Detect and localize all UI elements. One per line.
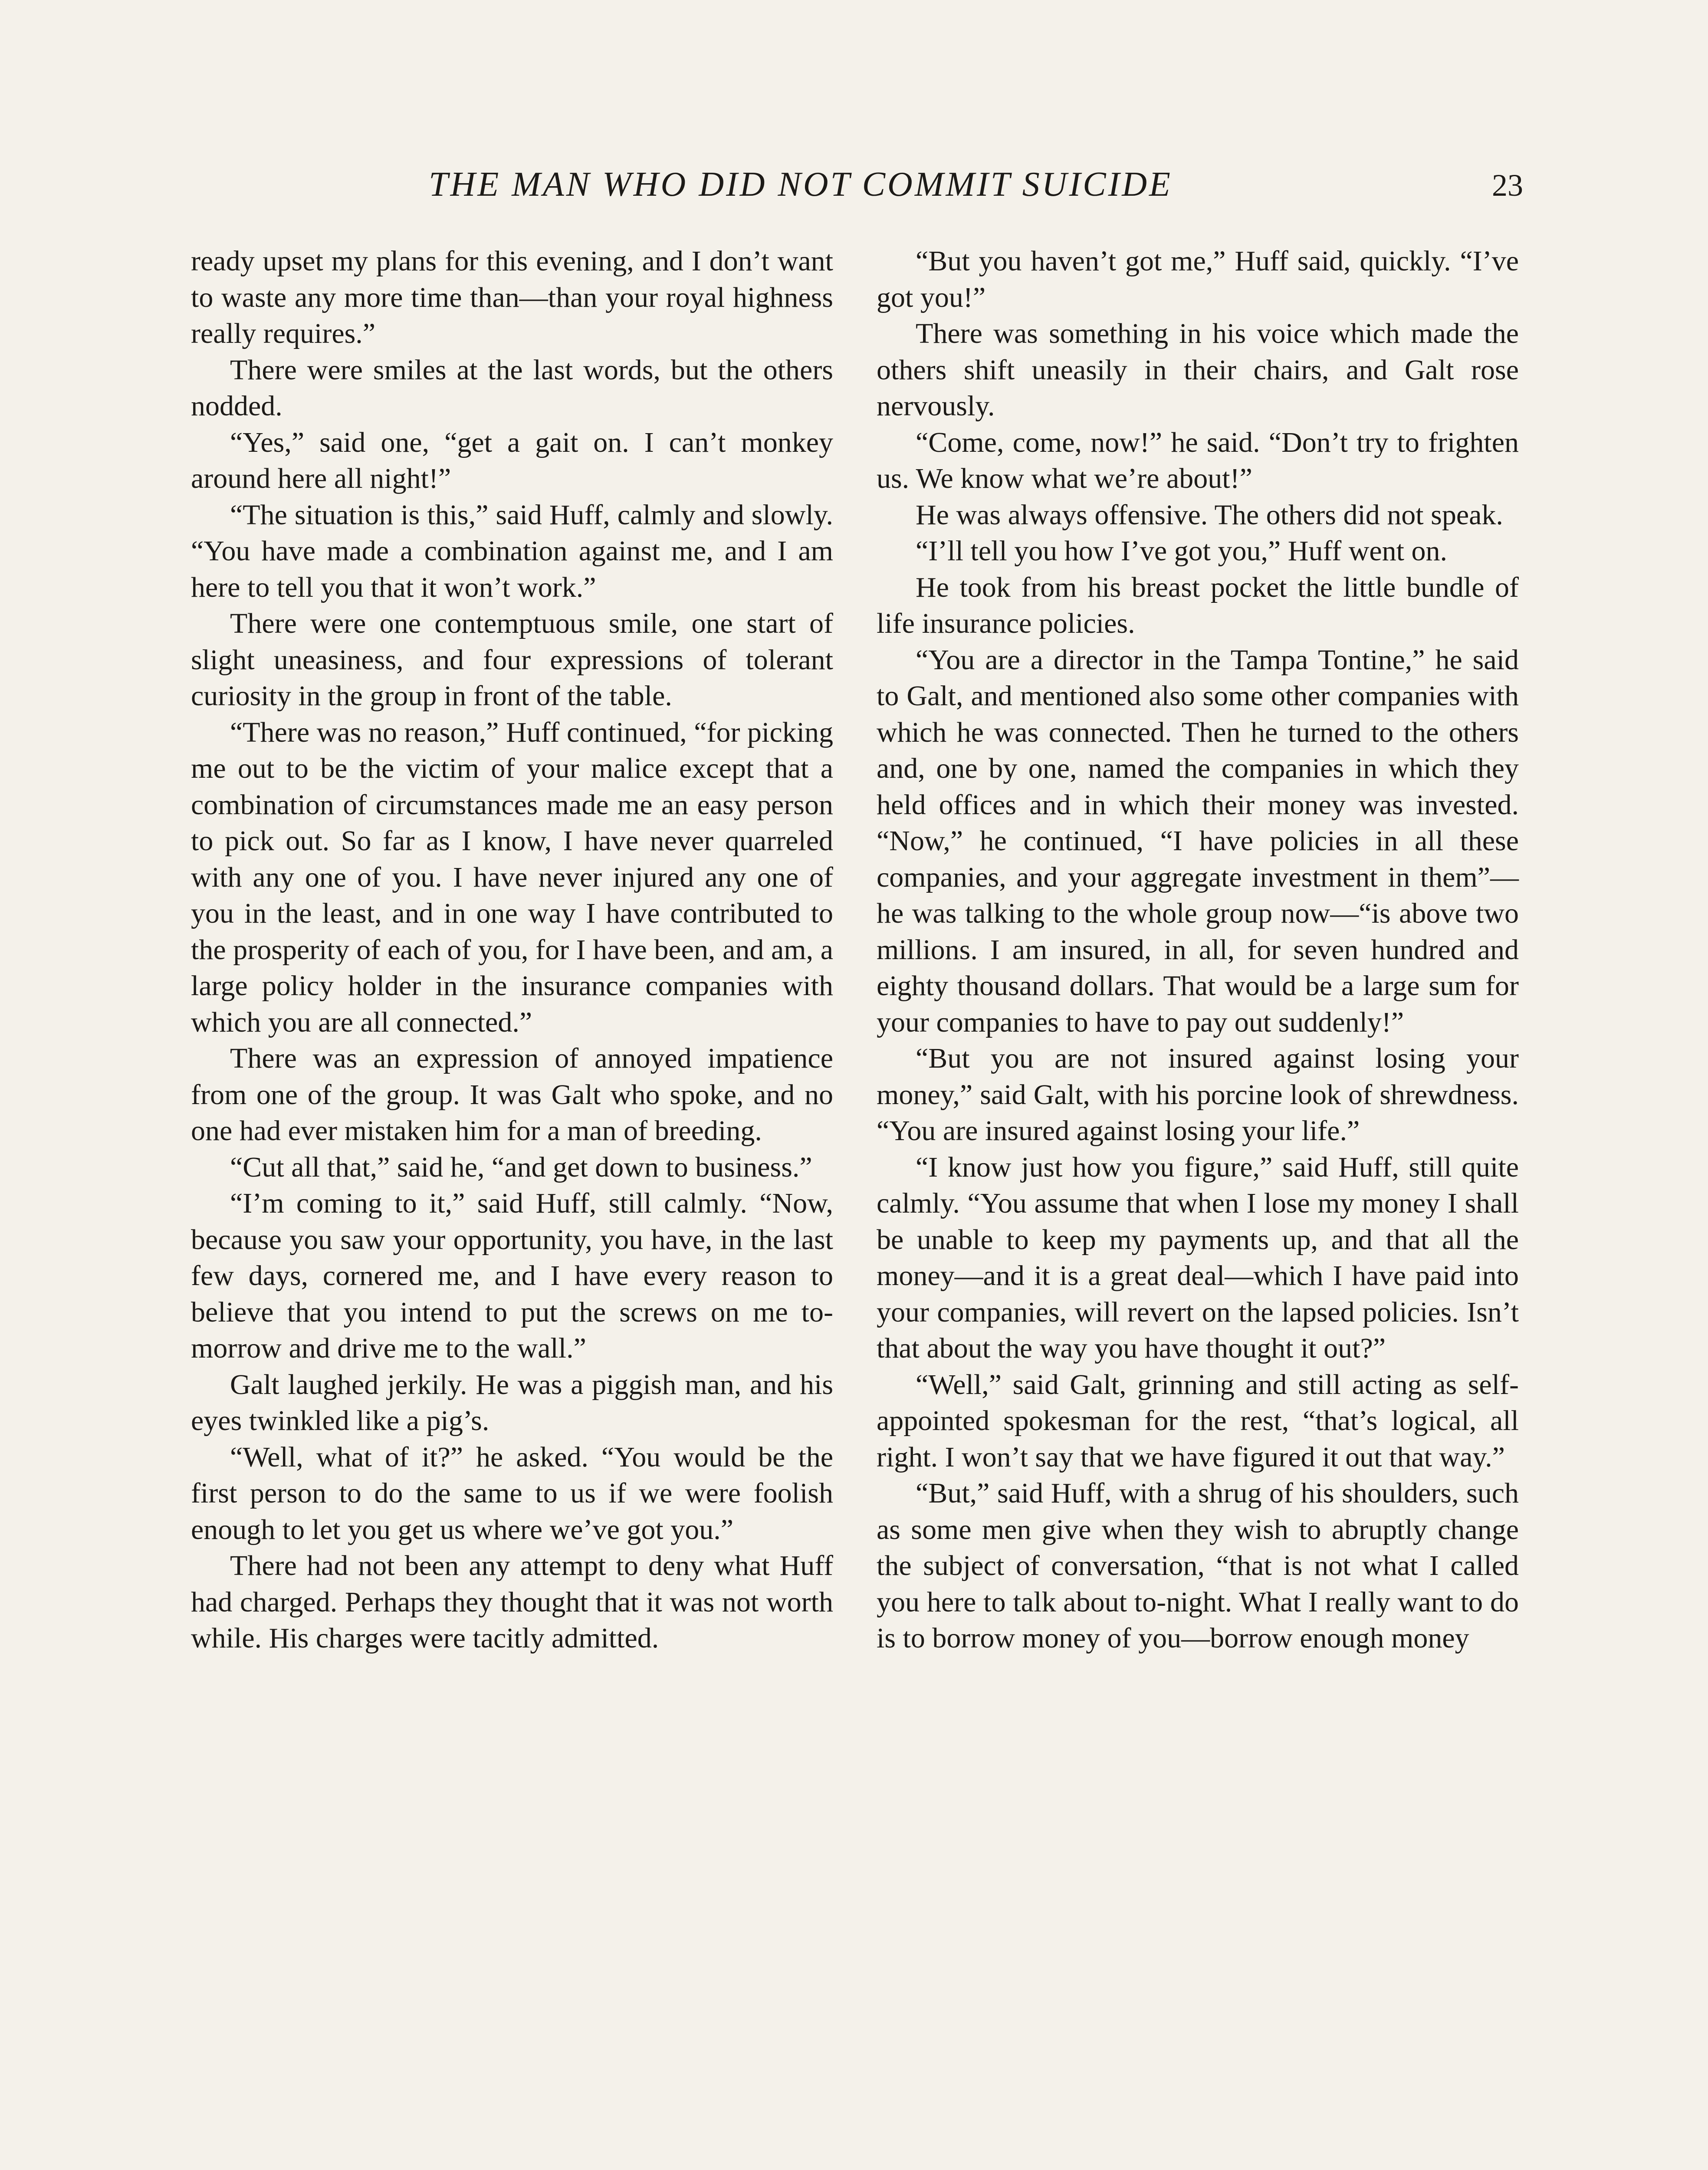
paragraph: “There was no reason,” Huff continued, “for picking me out to be the victim of your malice except that a combination of circumstances made me an easy person to pick out. So far as I know, I have never quarreled with any one of you. I have never injured any one of you in the least, and in one way I have contributed to the prosperity of each of you, for I have been, and am, a large policy holder in the insurance companies with which you are all connected.”: [191, 716, 833, 1038]
paragraph: “I’ll tell you how I’ve got you,” Huff went on.: [916, 535, 1447, 567]
right-column: [877, 243, 1519, 1657]
paragraph: “The situation is this,” said Huff, calmly and slowly. “You have made a combination against me, and I am here to tell you that it won’t work.”: [191, 499, 833, 603]
paragraph: “Well, what of it?” he asked. “You would be the first person to do the same to us if we were foolish enough to let you get us where we’ve got you.”: [191, 1441, 833, 1545]
paragraph: “Yes,” said one, “get a gait on. I can’t monkey around here all night!”: [191, 426, 833, 494]
paragraph: “Cut all that,” said he, “and get down to business.”: [230, 1151, 812, 1183]
paragraph: There was something in his voice which made the others shift uneasily in their chairs, and Galt rose nervously.: [877, 318, 1519, 422]
paragraph: There were one contemptuous smile, one start of slight uneasiness, and four expressions of tolerant curiosity in the group in front of the table.: [191, 608, 833, 712]
left-column: [191, 243, 833, 1657]
paragraph: ready upset my plans for this evening, and I don’t want to waste any more time than—than your royal highness really requires.”: [191, 245, 833, 349]
paragraph: There was an expression of annoyed impatience from one of the group. It was Galt who spoke, and no one had ever mistaken him for a man of breeding.: [191, 1042, 833, 1147]
page-number: 23: [1492, 168, 1523, 203]
paragraph: “But you are not insured against losing your money,” said Galt, with his porcine look of shrewdness. “You are insured against losing your life.”: [877, 1042, 1519, 1147]
running-header: [191, 165, 1523, 217]
paragraph: “You are a director in the Tampa Tontine,” he said to Galt, and mentioned also some other companies with which he was connected. Then he turned to the others and, one by one, named the companies in which they held offices and in which their money was invested. “Now,” he continued, “I have policies in all these companies, and your aggregate investment in them”—he was talking to the whole group now—“is above two millions. I am insured, in all, for seven hundred and eighty thousand dollars. That would be a large sum for your companies to have to pay out suddenly!”: [877, 644, 1519, 1038]
paragraph: There were smiles at the last words, but the others nodded.: [191, 354, 833, 422]
paragraph: “I know just how you figure,” said Huff, still quite calmly. “You assume that when I lose my money I shall be unable to keep my payments up, and that all the money—and it is a great deal—which I have paid into your companies, will revert on the lapsed policies. Isn’t that about the way you have thought it out?”: [877, 1151, 1519, 1364]
running-title: THE MAN WHO DID NOT COMMIT SUICIDE: [429, 165, 1173, 204]
paragraph: “I’m coming to it,” said Huff, still calmly. “Now, because you saw your opportunity, you have, in the last few days, cornered me, and I have every reason to believe that you intend to put the screws on me to-morrow and drive me to the wall.”: [191, 1187, 833, 1364]
paragraph: “Well,” said Galt, grinning and still acting as self-appointed spokesman for the rest, “that’s logical, all right. I won’t say that we have figured it out that way.”: [877, 1368, 1519, 1473]
paragraph: “But you haven’t got me,” Huff said, quickly. “I’ve got you!”: [877, 245, 1519, 313]
paragraph: He took from his breast pocket the little bundle of life insurance policies.: [877, 571, 1519, 639]
paragraph: He was always offensive. The others did not speak.: [916, 499, 1503, 531]
paragraph: Galt laughed jerkily. He was a piggish man, and his eyes twinkled like a pig’s.: [191, 1368, 833, 1437]
paragraph: “But,” said Huff, with a shrug of his shoulders, such as some men give when they wish to abruptly change the subject of conversation, “that is not what I called you here to talk about to-night. What I really want to do is to borrow money of you—borrow enough money: [877, 1477, 1519, 1654]
paragraph: “Come, come, now!” he said. “Don’t try to frighten us. We know what we’re about!”: [877, 426, 1519, 494]
paragraph: There had not been any attempt to deny what Huff had charged. Perhaps they thought that it was not worth while. His charges were tacitly admitted.: [191, 1550, 833, 1654]
